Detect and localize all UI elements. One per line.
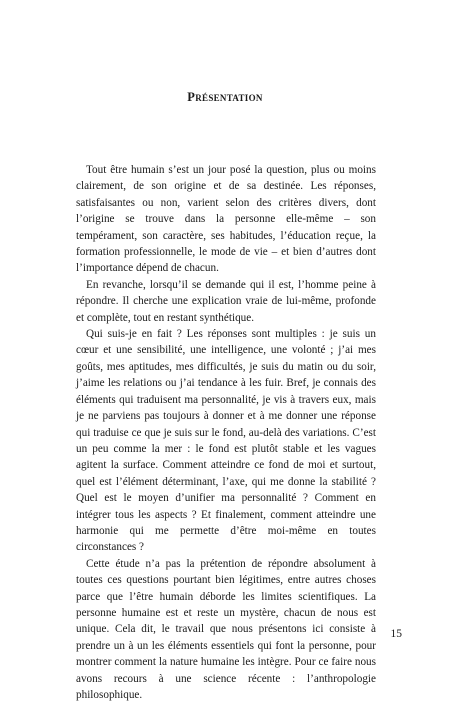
page-title: Présentation: [187, 90, 263, 104]
paragraph: Qui suis-je en fait ? Les réponses sont multiples : je suis un cœur et une sensibilité, une intelligence, une volonté ; j’ai mes goûts, mes aptitudes, mes difficultés, je suis du matin ou du soir, j’aime les relations ou j’ai tendance à les fuir. Bref, je connais des éléments qui traduisent ma personnalité, je vis à travers eux, mais je ne parviens pas toujours à donner et à me donner une réponse qui traduise ce que je suis sur le fond, au-delà des variations. C’est un peu comme la mer : le fond est plutôt stable et les vagues agitent la surface. Comment atteindre ce fond de moi et surtout, quel est l’élément déterminant, l’axe, qui me donne la stabilité ? Quel est le moyen d’unifier ma personnalité ? Comment en intégrer tous les aspects ? Et finalement, comment atteindre une harmonie qui me permette d’être moi-même en toutes circonstances ?: [76, 328, 376, 554]
paragraph: Cette étude n’a pas la prétention de répondre absolument à toutes ces questions pourtant bien légitimes, entre autres choses parce que l’être humain déborde les limites scientifiques. La personne humaine est et reste un mystère, chacun de nous est unique. Cela dit, le travail que nous présentons ici consiste à prendre un à un les éléments essentiels qui font la personne, pour montrer comment la nature humaine les intègre. Pour ce faire nous avons recours à une science récente : l’anthropologie philosophique.: [76, 557, 376, 701]
page-number: 15: [390, 628, 402, 640]
paragraph: Tout être humain s’est un jour posé la question, plus ou moins clairement, de son origine et de sa destinée. Les réponses, satisfaisantes ou non, varient selon des critères divers, dont l’origine se trouve dans la personne elle-même – son tempérament, son caractère, ses habitudes, l’éducation reçue, la formation professionnelle, le mode de vie – et bien d’autres dont l’importance dépend de chacun.: [76, 164, 376, 275]
body-text: [76, 162, 376, 703]
paragraph: En revanche, lorsqu’il se demande qui il est, l’homme peine à répondre. Il cherche une explication vraie de lui-même, profonde et complète, tout en restant synthétique.: [76, 278, 376, 324]
